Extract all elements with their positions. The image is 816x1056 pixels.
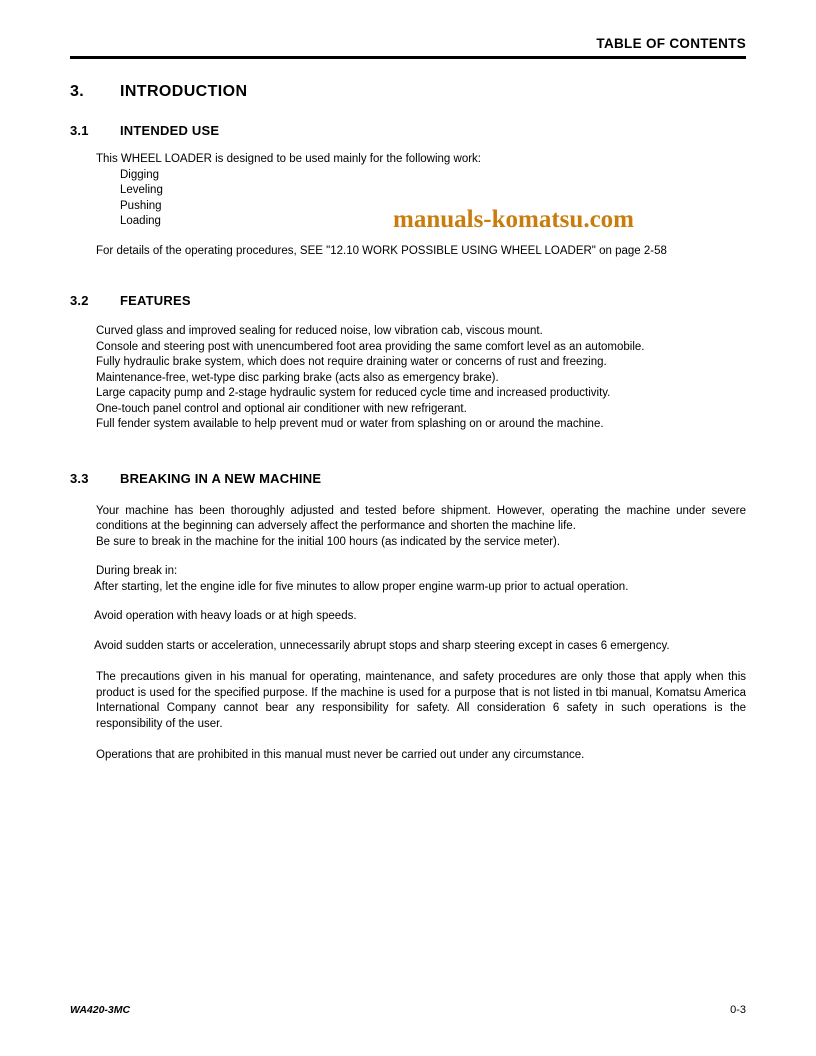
features-list — [96, 324, 746, 433]
breaking-in-paragraph: Be sure to break in the machine for the initial 100 hours (as indicated by the service meter). — [96, 535, 561, 548]
feature-line: Maintenance-free, wet-type disc parking brake (acts also as emergency brake). — [96, 371, 499, 384]
running-header: TABLE OF CONTENTS — [70, 36, 746, 59]
feature-line: One-touch panel control and optional air conditioner with new refrigerant. — [96, 402, 467, 415]
section-heading-intended-use — [70, 123, 746, 138]
watermark-text: manuals-komatsu.com — [393, 206, 634, 233]
feature-line: Large capacity pump and 2-stage hydraulic system for reduced cycle time and increased productivity. — [96, 387, 611, 399]
intended-use-lead: This WHEEL LOADER is designed to be used mainly for the following work: — [96, 153, 481, 165]
section-number: 3.2 — [70, 293, 89, 308]
feature-line: Full fender system available to help prevent mud or water from splashing on or around the machine. — [96, 418, 604, 430]
page-footer — [70, 1004, 746, 1016]
feature-line: Curved glass and improved sealing for reduced noise, low vibration cab, viscous mount. — [96, 325, 543, 337]
work-item: Loading — [120, 215, 161, 227]
section-heading-breaking-in — [70, 471, 746, 486]
break-in-instruction: After starting, let the engine idle for five minutes to allow proper engine warm-up prior to actual operation. — [94, 580, 629, 593]
operating-procedure-reference: For details of the operating procedures, SEE "12.10 WORK POSSIBLE USING WHEEL LOADER" on page 2-58 — [96, 244, 667, 257]
prohibited-operations-paragraph: Operations that are prohibited in this manual must never be carried out under any circumstance. — [96, 749, 585, 761]
footer-page-number: 0-3 — [730, 1004, 746, 1016]
work-item: Digging — [120, 168, 159, 181]
break-in-instructions — [94, 580, 746, 655]
feature-line: Console and steering post with unencumbered foot area providing the same comfort level as an automobile. — [96, 340, 645, 353]
chapter-number: 3. — [70, 83, 85, 100]
feature-line: Fully hydraulic brake system, which does not require draining water or concerns of rust and freezing. — [96, 356, 607, 368]
precautions-paragraph: The precautions given in his manual for operating, maintenance, and safety procedures are only those that apply when this product is used for the specified purpose. If the machine is used for a purpose that is not listed in tbi manual, Komatsu America International Company cannot bear any responsibility for safety. All consideration 6 safety in such operations is the responsibility of the user. — [96, 671, 746, 730]
break-in-instruction: Avoid operation with heavy loads or at high speeds. — [94, 610, 357, 622]
footer-model-number: WA420-3MC — [70, 1004, 131, 1016]
section-heading-features — [70, 293, 746, 308]
during-break-in-label: During break in: — [96, 565, 178, 577]
work-item: Leveling — [120, 184, 163, 196]
section-number: 3.1 — [70, 123, 89, 138]
section-title: BREAKING IN A NEW MACHINE — [120, 470, 322, 486]
section-title: INTENDED USE — [120, 123, 220, 138]
section-number: 3.3 — [70, 470, 89, 486]
breaking-in-paragraph: Your machine has been thoroughly adjusted and tested before shipment. However, operating the machine under severe conditions at the beginning can adversely affect the performance and shorten the machine life. — [96, 504, 746, 532]
chapter-title: INTRODUCTION — [120, 83, 248, 100]
section-title: FEATURES — [120, 293, 191, 308]
work-item: Pushing — [120, 199, 162, 212]
chapter-heading — [70, 83, 746, 101]
break-in-instruction: Avoid sudden starts or acceleration, unnecessarily abrupt stops and sharp steering except in cases 6 emergency. — [94, 639, 670, 652]
